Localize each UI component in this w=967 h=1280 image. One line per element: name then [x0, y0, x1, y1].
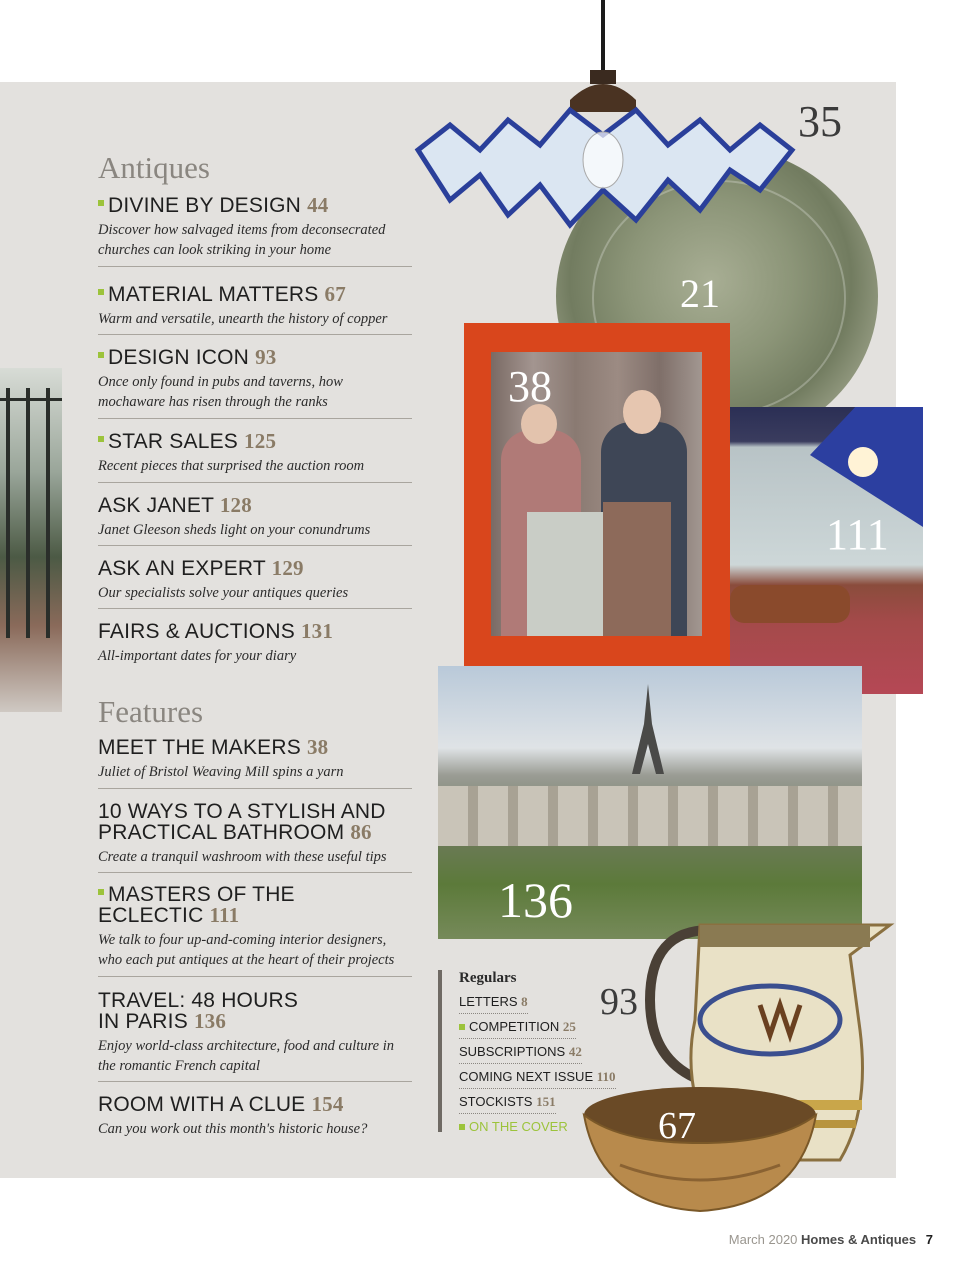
regular-title: SUBSCRIPTIONS — [459, 1044, 566, 1059]
entry-title: TRAVEL: 48 HOURS IN PARIS — [98, 989, 299, 1033]
divider — [98, 1081, 412, 1082]
entry-title: MASTERS OF THE ECLECTIC — [98, 883, 295, 927]
footer-page-number: 7 — [925, 1232, 933, 1247]
entry-description: Can you work out this month's historic house? — [98, 1121, 368, 1137]
eiffel-tower-icon — [628, 684, 668, 774]
entry-page: 131 — [300, 619, 334, 643]
entry-title: ASK JANET — [98, 494, 214, 517]
entry-description: Warm and versatile, unearth the history of copper — [98, 311, 388, 327]
green-bullet-icon — [98, 289, 104, 295]
divider — [98, 334, 412, 335]
antiques-heading: Antiques — [98, 150, 210, 185]
green-bullet-icon — [459, 1124, 465, 1130]
entry-description: Enjoy world-class architecture, food and culture in the romantic French capital — [98, 1038, 394, 1074]
entry-page: 38 — [306, 735, 329, 759]
lamp-page-number: 35 — [798, 97, 842, 146]
divider — [98, 545, 412, 546]
meet-the-makers-image — [464, 323, 730, 666]
contents-entry-masters-of-the-eclectic[interactable] — [98, 884, 398, 970]
regular-title: LETTERS — [459, 994, 518, 1009]
contents-entry-design-icon[interactable] — [98, 347, 412, 412]
conservatory-image — [0, 368, 62, 712]
green-bullet-icon — [98, 889, 104, 895]
entry-title: MEET THE MAKERS — [98, 736, 301, 759]
regular-item-letters[interactable] — [459, 994, 528, 1014]
plate-page-number: 21 — [680, 271, 720, 316]
green-bullet-icon — [98, 352, 104, 358]
entry-page: 136 — [193, 1009, 227, 1033]
glass-lamp-image — [410, 0, 800, 250]
entry-page: 93 — [255, 345, 277, 369]
contents-entry-room-with-a-clue[interactable] — [98, 1094, 412, 1139]
contents-entry-ask-janet[interactable] — [98, 495, 412, 540]
divider — [98, 418, 412, 419]
entry-description: Janet Gleeson sheds light on your conundrums — [98, 522, 371, 538]
contents-entry-ask-an-expert[interactable] — [98, 558, 412, 603]
regular-title: COMPETITION — [469, 1019, 560, 1034]
regulars-heading: Regulars — [459, 970, 517, 986]
entry-title: FAIRS & AUCTIONS — [98, 620, 295, 643]
contents-entry-divine-by-design[interactable] — [98, 195, 412, 260]
contents-entry-star-sales[interactable] — [98, 431, 412, 476]
footer-date: March 2020 — [728, 1232, 798, 1247]
entry-title: DESIGN ICON — [108, 346, 250, 369]
jug-page-number: 93 — [600, 981, 638, 1023]
entry-description: Create a tranquil washroom with these useful tips — [98, 849, 387, 865]
divider — [98, 608, 412, 609]
green-bullet-icon — [98, 200, 104, 206]
contents-entry-travel-paris[interactable] — [98, 989, 394, 1076]
paris-image — [438, 666, 862, 939]
regular-item-subscriptions[interactable] — [459, 1044, 582, 1064]
entry-title: STAR SALES — [108, 430, 238, 453]
entry-page: 129 — [271, 556, 304, 580]
entry-description: Our specialists solve your antiques queries — [98, 585, 349, 601]
entry-page: 67 — [324, 282, 346, 306]
entry-title: DIVINE BY DESIGN — [108, 194, 302, 217]
regular-title: STOCKISTS — [459, 1094, 533, 1109]
page-footer — [729, 1232, 933, 1247]
entry-page: 44 — [307, 193, 329, 217]
regular-item-on-the-cover[interactable] — [459, 1119, 568, 1137]
paris-page-number: 136 — [498, 872, 573, 928]
entry-page: 86 — [350, 820, 372, 844]
divider — [98, 976, 412, 977]
green-bullet-icon — [98, 436, 104, 442]
contents-entry-fairs-auctions[interactable] — [98, 621, 412, 666]
features-heading: Features — [98, 694, 204, 729]
entry-page: 125 — [244, 429, 277, 453]
regular-item-competition[interactable] — [459, 1019, 576, 1039]
entry-description: Discover how salvaged items from deconsecrated churches can look striking in your home — [98, 222, 386, 258]
regular-page: 110 — [596, 1069, 616, 1084]
copper-bowl-image — [580, 1085, 820, 1215]
footer-magazine: Homes & Antiques — [801, 1232, 917, 1247]
entry-description: All-important dates for your diary — [98, 648, 297, 664]
divider — [98, 788, 412, 789]
contents-entry-material-matters[interactable] — [98, 284, 412, 329]
entry-description: Juliet of Bristol Weaving Mill spins a yarn — [98, 764, 344, 780]
entry-description: We talk to four up-and-coming interior designers, who each put antiques at the heart of their projects — [98, 932, 395, 968]
entry-description: Recent pieces that surprised the auction room — [98, 458, 365, 474]
divider — [98, 266, 412, 267]
makers-page-number: 38 — [508, 362, 552, 411]
divider — [98, 482, 412, 483]
contents-entry-bathroom[interactable] — [98, 801, 412, 867]
divider — [98, 872, 412, 873]
entry-title: MATERIAL MATTERS — [108, 283, 319, 306]
entry-title: 10 WAYS TO A STYLISH AND PRACTICAL BATHROOM — [98, 800, 386, 844]
regular-item-stockists[interactable] — [459, 1094, 556, 1114]
entry-description: Once only found in pubs and taverns, how mochaware has risen through the ranks — [98, 374, 343, 410]
regular-title: ON THE COVER — [469, 1119, 568, 1134]
interior-page-number: 111 — [826, 510, 889, 559]
regular-page: 151 — [536, 1094, 556, 1109]
entry-page: 111 — [209, 903, 240, 927]
regular-page: 8 — [521, 994, 528, 1009]
entry-page: 154 — [311, 1092, 344, 1116]
regular-page: 25 — [562, 1019, 576, 1034]
green-bullet-icon — [459, 1024, 465, 1030]
entry-page: 128 — [219, 493, 252, 517]
contents-entry-meet-the-makers[interactable] — [98, 737, 412, 782]
regular-title: COMING NEXT ISSUE — [459, 1069, 594, 1084]
regular-page: 42 — [568, 1044, 582, 1059]
entry-title: ROOM WITH A CLUE — [98, 1093, 306, 1116]
entry-title: ASK AN EXPERT — [98, 557, 266, 580]
bowl-page-number: 67 — [658, 1105, 696, 1147]
